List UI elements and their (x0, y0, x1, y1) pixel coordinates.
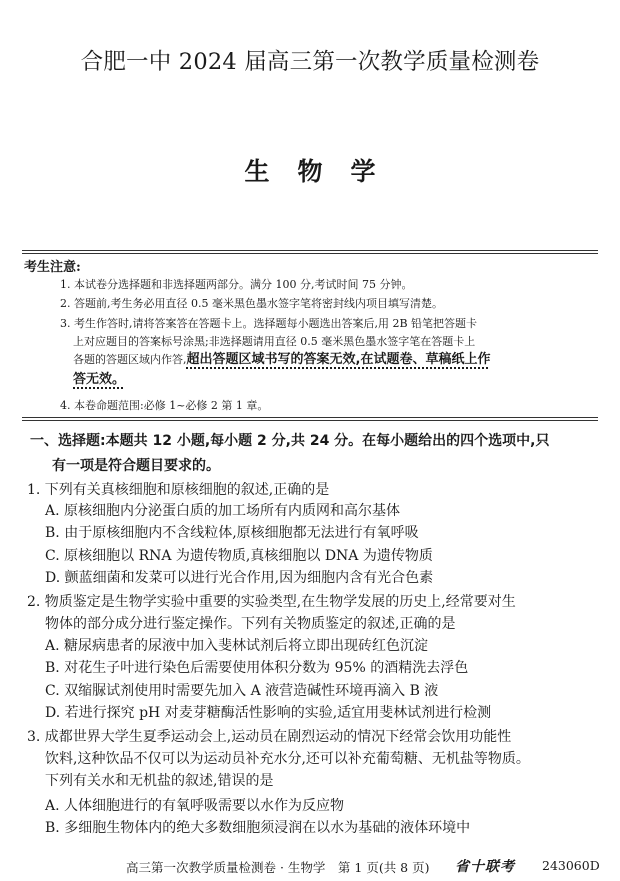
footer-code: 243060D (542, 858, 600, 873)
question-3-stem-line-1: 3. 成都世界大学生夏季运动会上,运动员在剧烈运动的情况下经常会饮用功能性 (27, 729, 512, 745)
notice-item-2: 2. 答题前,考生务必用直径 0.5 毫米黑色墨水签字笔将密封线内项目填写清楚。 (60, 297, 443, 310)
notice-divider-bottom (22, 417, 598, 418)
notice-item-3-line-4 (73, 372, 125, 388)
question-1-option-a: A. 原核细胞内分泌蛋白质的加工场所有内质网和高尔基体 (45, 503, 401, 519)
notice-item-3-line-4-emphasis: 答无效。 (73, 372, 126, 387)
question-3-option-b: B. 多细胞生物体内的绝大多数细胞须浸润在以水为基础的液体环境中 (45, 820, 471, 836)
exam-title: 合肥一中 2024 届高三第一次教学质量检测卷 (80, 49, 540, 75)
question-1-option-c: C. 原核细胞以 RNA 为遗传物质,真核细胞以 DNA 为遗传物质 (45, 548, 433, 564)
question-1-option-d: D. 颤蓝细菌和发菜可以进行光合作用,因为细胞内含有光合色素 (45, 570, 434, 586)
question-3-stem-line-2: 饮料,这种饮品不仅可以为运动员补充水分,还可以补充葡萄糖、无机盐等物质。 (45, 751, 530, 767)
subject-title: 生物学 (244, 157, 404, 186)
question-2-option-b: B. 对花生子叶进行染色后需要使用体积分数为 95% 的酒精洗去浮色 (45, 660, 469, 676)
question-3-stem-line-3: 下列有关水和无机盐的叙述,错误的是 (45, 773, 274, 789)
question-3-option-a: A. 人体细胞进行的有氧呼吸需要以水作为反应物 (45, 798, 345, 814)
question-2-option-a: A. 糖尿病患者的尿液中加入斐林试剂后将立即出现砖红色沉淀 (45, 638, 429, 654)
notice-divider-top-inner (22, 253, 598, 254)
question-1-option-b: B. 由于原核细胞内不含线粒体,原核细胞都无法进行有氧呼吸 (45, 525, 419, 541)
question-2-stem-line-2: 物体的部分成分进行鉴定操作。下列有关物质鉴定的叙述,正确的是 (45, 616, 456, 632)
notice-item-1: 1. 本试卷分选择题和非选择题两部分。满分 100 分,考试时间 75 分钟。 (60, 278, 413, 291)
question-1-stem: 1. 下列有关真核细胞和原核细胞的叙述,正确的是 (27, 482, 330, 498)
question-2-stem-line-1: 2. 物质鉴定是生物学实验中重要的实验类型,在生物学发展的历史上,经常要对生 (27, 594, 516, 610)
notice-item-3-line-3 (73, 352, 490, 368)
section-heading-line-2: 有一项是符合题目要求的。 (52, 458, 220, 474)
notice-divider-top (22, 250, 598, 251)
section-heading-line-1: 一、选择题:本题共 12 小题,每小题 2 分,共 24 分。在每小题给出的四个选项中,只 (30, 433, 550, 449)
notice-item-4: 4. 本卷命题范围:必修 1~必修 2 第 1 章。 (60, 399, 269, 412)
page-footer (0, 858, 620, 876)
footer-text: 高三第一次教学质量检测卷 · 生物学 第 1 页(共 8 页) (126, 860, 430, 875)
footer-brand-logo: 省十联考 (455, 859, 515, 875)
question-2-option-d: D. 若进行探究 pH 对麦芽糖酶活性影响的实验,适宜用斐林试剂进行检测 (45, 705, 492, 721)
notice-title: 考生注意: (24, 260, 81, 275)
notice-item-3-line-3-emphasis: 超出答题区域书写的答案无效,在试题卷、草稿纸上作 (186, 352, 491, 367)
notice-divider-bottom-inner (22, 420, 598, 421)
question-2-option-c: C. 双缩脲试剂使用时需要先加入 A 液营造碱性环境再滴入 B 液 (45, 683, 439, 699)
notice-item-3-line-1: 3. 考生作答时,请将答案答在答题卡上。选择题每小题选出答案后,用 2B 铅笔把答题卡 (60, 317, 478, 330)
notice-item-3-line-3-normal: 各题的答题区域内作答, (73, 353, 187, 366)
notice-item-3-line-2: 上对应题目的答案标号涂黑;非选择题请用直径 0.5 毫米黑色墨水签字笔在答题卡上 (73, 335, 476, 348)
